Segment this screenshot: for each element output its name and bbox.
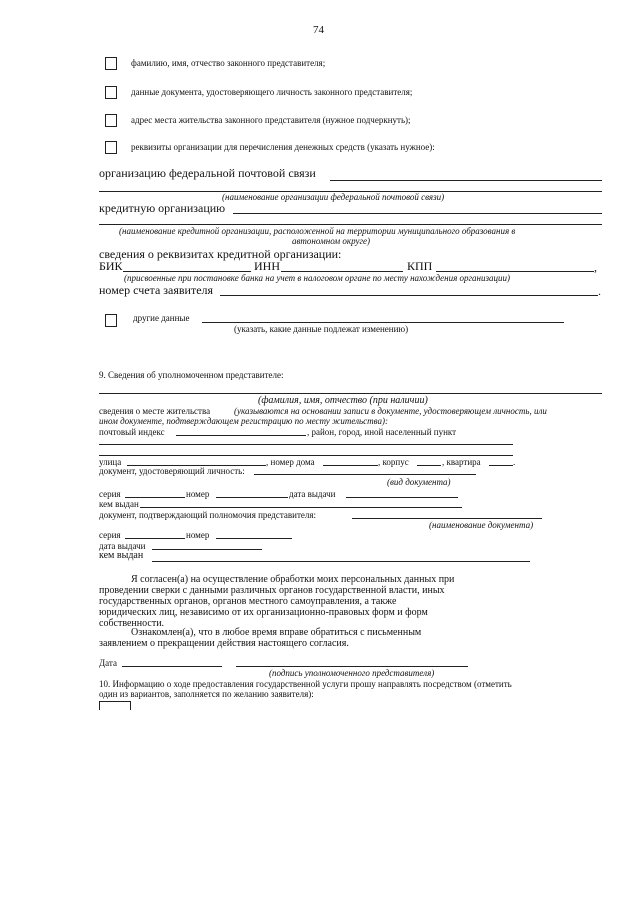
credit-org-hint-2: автономном округе) xyxy=(292,236,370,246)
other-field[interactable] xyxy=(202,322,564,323)
option-checkbox[interactable] xyxy=(99,701,131,710)
date-label: Дата xyxy=(99,658,117,668)
korpus-field[interactable] xyxy=(417,465,441,466)
series-label: серия xyxy=(99,489,121,499)
bik-label: БИК xyxy=(99,259,123,273)
house-label: , номер дома xyxy=(266,457,315,467)
series-field[interactable] xyxy=(125,497,185,498)
consent-line-1: Я согласен(а) на осуществление обработки моих персональных данных при xyxy=(131,574,455,585)
kpp-comma: , xyxy=(594,260,597,274)
section9-title: 9. Сведения об уполномоченном представителе: xyxy=(99,370,284,380)
street-label: улица xyxy=(99,457,122,467)
checkbox-address[interactable] xyxy=(105,114,117,127)
address-field-2[interactable] xyxy=(99,455,513,456)
rep-fio-hint: (фамилия, имя, отчество (при наличии) xyxy=(258,395,428,406)
authority-doc-field[interactable] xyxy=(352,518,542,519)
section10-line-1: 10. Информацию о ходе предоставления государственной услуги прошу направлять посредством (отметить xyxy=(99,679,512,689)
residence-label: сведения о месте жительства xyxy=(99,406,211,416)
inn-field[interactable] xyxy=(281,271,403,272)
series2-field[interactable] xyxy=(125,538,185,539)
inn-label: ИНН xyxy=(254,259,280,273)
postal-org-field[interactable] xyxy=(330,180,602,181)
number-field[interactable] xyxy=(216,497,288,498)
issued-by2-field[interactable] xyxy=(152,561,530,562)
issue-date2-field[interactable] xyxy=(152,549,262,550)
authority-doc-label: документ, подтверждающий полномочия представителя: xyxy=(99,510,317,520)
number2-label: номер xyxy=(186,530,210,540)
postcode-field[interactable] xyxy=(176,435,306,436)
credit-org-hint-1: (наименование кредитной организации, расположенной на территории муниципального образования в xyxy=(119,226,516,236)
consent-line-3: государственных органов, органов местного самоуправления, а также xyxy=(99,596,397,607)
kpp-label: КПП xyxy=(407,259,433,273)
checkbox-document-label: данные документа, удостоверяющего личность законного представителя; xyxy=(131,87,413,97)
id-doc-label: документ, удостоверяющий личность: xyxy=(99,466,245,476)
apartment-field[interactable] xyxy=(489,465,513,466)
postcode-label: почтовый индекс xyxy=(99,427,165,437)
apartment-label: , квартира xyxy=(442,457,481,467)
checkbox-fio[interactable] xyxy=(105,57,117,70)
requisites-label: сведения о реквизитах кредитной организации: xyxy=(99,247,342,261)
residence-hint-2: ином документе, подтверждающем регистрацию по месту жительства): xyxy=(99,416,388,426)
consent-line-4: юридических лиц, независимо от их организационно-правовых форм и форм xyxy=(99,607,428,618)
date-field[interactable] xyxy=(122,666,222,667)
number-label: номер xyxy=(186,489,210,499)
issued-by-label: кем выдан xyxy=(99,499,139,509)
address-field-1[interactable] xyxy=(99,444,513,445)
apartment-dot: . xyxy=(513,457,516,467)
rep-fio-field[interactable] xyxy=(99,393,602,394)
signature-hint: (подпись уполномоченного представителя) xyxy=(269,668,435,678)
doc-name-hint: (наименование документа) xyxy=(429,520,534,530)
tax-hint: (присвоенные при постановке банка на учет в налоговом органе по месту нахождения организации) xyxy=(124,273,510,283)
postal-org-label: организацию федеральной почтовой связи xyxy=(99,166,316,180)
page-number: 74 xyxy=(313,24,324,36)
house-field[interactable] xyxy=(323,465,378,466)
checkbox-document[interactable] xyxy=(105,86,117,99)
other-label: другие данные xyxy=(133,313,190,323)
series2-label: серия xyxy=(99,530,121,540)
checkbox-requisites[interactable] xyxy=(105,141,117,154)
postal-org-hint: (наименование организации федеральной почтовой связи) xyxy=(222,192,445,202)
checkbox-requisites-label: реквизиты организации для перечисления денежных средств (указать нужное): xyxy=(131,142,435,152)
issued-by2-label: кем выдан xyxy=(99,550,144,561)
checkbox-other[interactable] xyxy=(105,314,117,327)
consent-line-7: заявлением о прекращении действия настоящего согласия. xyxy=(99,638,349,649)
korpus-label: , корпус xyxy=(378,457,409,467)
consent-line-6: Ознакомлен(а), что в любое время вправе обратиться с письменным xyxy=(131,627,422,638)
kpp-field[interactable] xyxy=(436,271,594,272)
issued-by-field[interactable] xyxy=(140,507,462,508)
account-dot: . xyxy=(598,284,601,298)
credit-org-field-2[interactable] xyxy=(99,224,602,225)
issue-date2-label: дата выдачи xyxy=(99,541,146,551)
issue-date-field[interactable] xyxy=(346,497,458,498)
account-field[interactable] xyxy=(220,295,598,296)
section10-line-2: один из вариантов, заполняется по желанию заявителя): xyxy=(99,689,314,699)
consent-line-5: собственности. xyxy=(99,618,165,629)
issue-date-label: дата выдачи xyxy=(289,489,336,499)
bik-field[interactable] xyxy=(123,271,251,272)
number2-field[interactable] xyxy=(216,538,292,539)
checkbox-address-label: адрес места жительства законного представителя (нужное подчеркнуть); xyxy=(131,115,411,125)
doc-type-hint: (вид документа) xyxy=(387,477,451,487)
id-doc-field[interactable] xyxy=(254,474,476,475)
other-hint: (указать, какие данные подлежат изменению) xyxy=(234,324,409,334)
consent-line-2: проведении сверки с данными различных органов государственной власти, иных xyxy=(99,585,445,596)
district-label: , район, город, иной населенный пункт xyxy=(307,427,457,437)
signature-field[interactable] xyxy=(236,666,468,667)
residence-hint-1: (указываются на основании записи в документе, удостоверяющем личность, или xyxy=(234,406,547,416)
account-label: номер счета заявителя xyxy=(99,283,214,297)
checkbox-fio-label: фамилию, имя, отчество законного представителя; xyxy=(131,58,326,68)
credit-org-label: кредитную организацию xyxy=(99,201,226,215)
credit-org-field[interactable] xyxy=(233,213,602,214)
